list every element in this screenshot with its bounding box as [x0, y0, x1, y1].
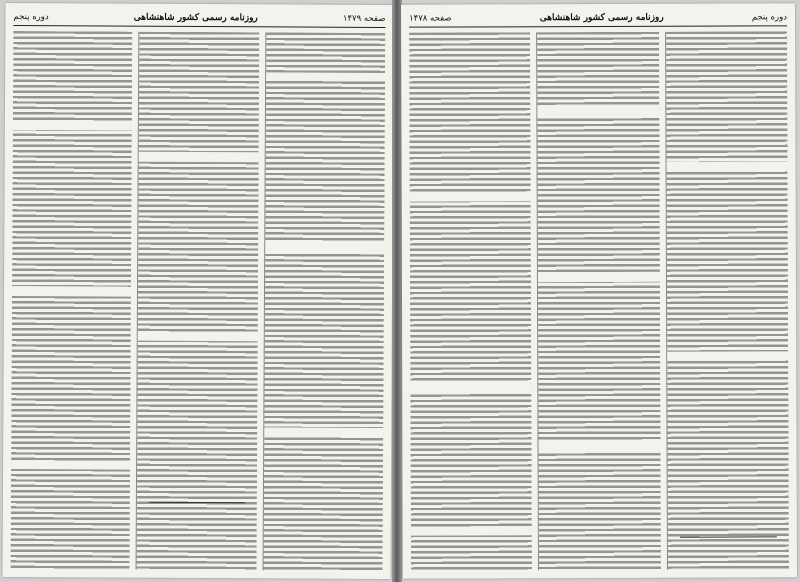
- right-page-title: روزنامه رسمی کشور شاهنشاهی: [539, 12, 664, 24]
- left-page: [2, 3, 393, 579]
- left-page-period: دوره پنجم: [13, 12, 49, 23]
- left-column-3: [11, 31, 133, 570]
- right-column-2: [536, 32, 660, 570]
- left-page-columns: [11, 31, 386, 571]
- right-page-header: [409, 9, 787, 27]
- right-page: [401, 3, 797, 578]
- right-page-columns: [409, 31, 789, 570]
- left-column-2: [136, 32, 259, 571]
- left-page-header: [13, 9, 385, 28]
- left-page-label: صفحه ۱۴۷۹: [342, 13, 386, 24]
- right-column-1: [665, 31, 789, 569]
- right-column-3: [409, 32, 532, 570]
- right-page-period: دوره پنجم: [751, 12, 788, 23]
- left-column-1: [262, 32, 385, 571]
- right-page-label: صفحه ۱۴۷۸: [409, 13, 452, 24]
- left-page-title: روزنامه رسمی کشور شاهنشاهی: [133, 12, 258, 24]
